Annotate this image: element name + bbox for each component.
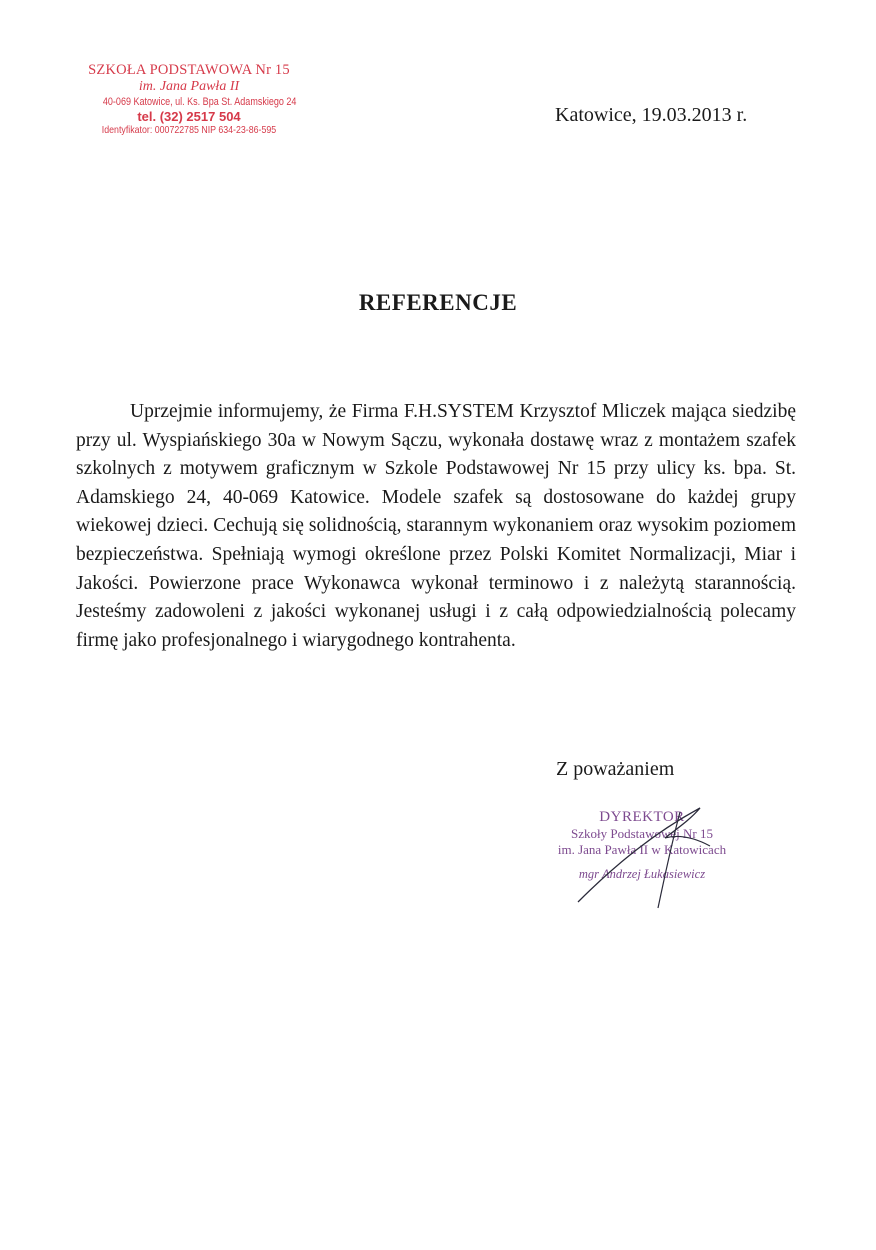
school-header-stamp: [84, 62, 297, 136]
stamp-director-school: Szkoły Podstawowej Nr 15: [571, 826, 713, 841]
stamp-identifiers: Identyfikator: 000722785 NIP 634-23-86-595: [101, 123, 277, 136]
closing-phrase: Z poważaniem: [556, 758, 675, 780]
stamp-phone: tel. (32) 2517 504: [137, 108, 241, 124]
stamp-school-name: SZKOŁA PODSTAWOWA Nr 15: [88, 62, 290, 78]
document-title: REFERENCJE: [358, 290, 518, 315]
stamp-director-title: DYREKTOR: [599, 809, 685, 825]
stamp-director-name: mgr Andrzej Łukasiewicz: [578, 867, 706, 882]
handwritten-signature: [560, 790, 740, 920]
letter-body: Uprzejmie informujemy, że Firma F.H.SYSTEM Krzysztof Mliczek mająca siedzibę przy ul. Wyspiańskiego 30a w Nowym Sączu, wykonała dostawę wraz z montażem szafek szkolnych z motywem graficznym w Szkole Podstawowej Nr 15 przy ulicy ks. bpa. St. Adamskiego 24, 40-069 Katowice. Modele szafek są dostosowane do każdej grupy wiekowej dzieci. Cechują się solidnością, starannym wykonaniem oraz wysokim poziomem bezpieczeństwa. Spełniają wymogi określone przez Polski Komitet Normalizacji, Miar i Jakości. Powierzone prace Wykonawca wykonał terminowo i z należytą starannością. Jesteśmy zadowoleni z jakości wykonanej usługi i z całą odpowiedzialnością polecamy firmę jako profesjonalnego i wiarygodnego kontrahenta.: [76, 401, 796, 651]
stamp-director-location: im. Jana Pawła II w Katowicach: [557, 841, 727, 857]
stamp-patron: im. Jana Pawła II: [138, 79, 240, 95]
stamp-address: 40-069 Katowice, ul. Ks. Bpa St. Adamskiego 24: [102, 95, 297, 108]
place-and-date: Katowice, 19.03.2013 r.: [555, 104, 748, 126]
